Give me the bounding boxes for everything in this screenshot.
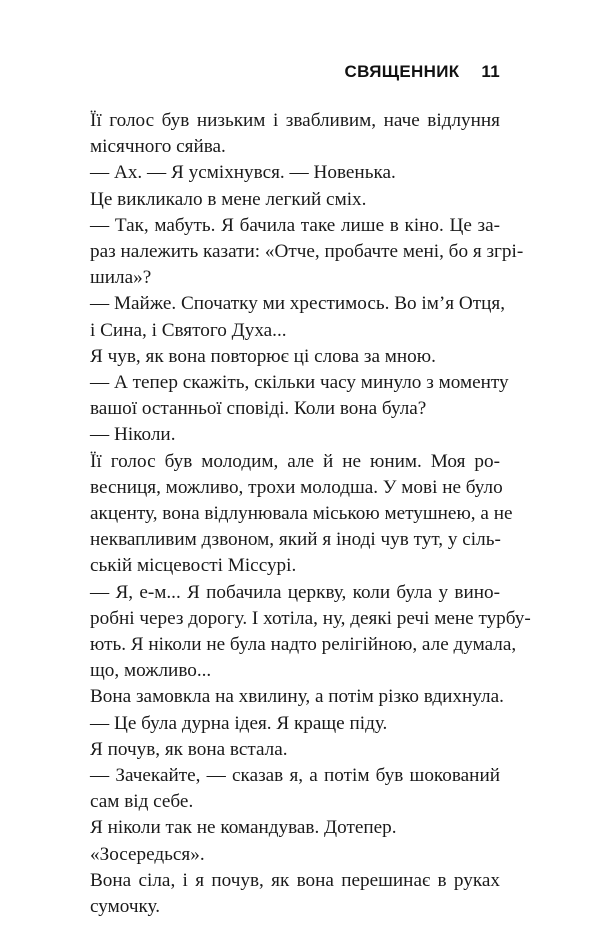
text-line: — Так, мабуть. Я бачила таке лише в кіно. Це за- bbox=[90, 214, 500, 236]
paragraph bbox=[90, 737, 500, 763]
chapter-title: СВЯЩЕННИК bbox=[344, 62, 460, 81]
text-line: акценту, вона відлунювала міською метушнею, а не bbox=[90, 503, 513, 525]
paragraph bbox=[90, 160, 500, 186]
text-line: — Зачекайте, — сказав я, а потім був шокований bbox=[90, 765, 500, 787]
text-line: — Ах. — Я усміхнувся. — Новенька. bbox=[90, 162, 396, 184]
text-line: місячного сяйва. bbox=[90, 136, 226, 158]
text-line: Вона сіла, і я почув, як вона перешинає в руках bbox=[90, 869, 500, 891]
paragraph bbox=[90, 291, 506, 343]
paragraph bbox=[90, 684, 504, 710]
paragraph bbox=[90, 868, 500, 920]
text-line: робні через дорогу. І хотіла, ну, деякі речі мене турбу- bbox=[90, 607, 531, 629]
text-line: весниця, можливо, трохи молодша. У мові не було bbox=[90, 476, 503, 498]
paragraph bbox=[90, 449, 513, 580]
text-line: Це викликало в мене легкий сміх. bbox=[90, 188, 367, 210]
paragraph bbox=[90, 370, 509, 422]
text-line: Я почув, як вона встала. bbox=[90, 738, 288, 760]
text-line: — Майже. Спочатку ми хрестимось. Во ім’я Отця, bbox=[90, 293, 506, 315]
text-line: «Зосередься». bbox=[90, 843, 205, 865]
text-line: — Ніколи. bbox=[90, 424, 176, 446]
paragraph bbox=[90, 711, 500, 737]
paragraph bbox=[90, 213, 524, 292]
text-line: ють. Я ніколи не була надто релігійною, але думала, bbox=[90, 634, 517, 656]
paragraph bbox=[90, 187, 500, 213]
paragraph bbox=[90, 763, 500, 815]
text-line: Я чув, як вона повторює ці слова за мною. bbox=[90, 345, 436, 367]
paragraph bbox=[90, 422, 500, 448]
body-text bbox=[90, 108, 531, 920]
paragraph bbox=[90, 108, 500, 160]
text-line: неквапливим дзвоном, який я іноді чув тут, у сіль- bbox=[90, 529, 501, 551]
text-line: шила»? bbox=[90, 267, 152, 289]
page-number: 11 bbox=[481, 62, 500, 81]
paragraph bbox=[90, 842, 500, 868]
text-line: Її голос був низьким і звабливим, наче відлуння bbox=[90, 110, 500, 131]
text-line: — А тепер скажіть, скільки часу минуло з моменту bbox=[90, 372, 509, 394]
text-line: — Це була дурна ідея. Я краще піду. bbox=[90, 712, 388, 734]
text-line: вашої останньої сповіді. Коли вона була? bbox=[90, 398, 427, 420]
text-line: Її голос був молодим, але й не юним. Моя ро- bbox=[90, 450, 500, 472]
running-header bbox=[345, 62, 500, 82]
text-line: — Я, е-м... Я побачила церкву, коли була у вино- bbox=[90, 581, 500, 603]
paragraph bbox=[90, 344, 500, 370]
paragraph bbox=[90, 815, 500, 841]
text-line: сумочку. bbox=[90, 896, 161, 918]
text-line: що, можливо... bbox=[90, 660, 212, 682]
text-line: і Сина, і Святого Духа... bbox=[90, 319, 287, 341]
text-line: Вона замовкла на хвилину, а потім різко вдихнула. bbox=[90, 686, 504, 708]
text-line: сам від себе. bbox=[90, 791, 194, 813]
paragraph bbox=[90, 580, 531, 685]
text-line: Я ніколи так не командував. Дотепер. bbox=[90, 817, 397, 839]
text-line: ській місцевості Міссурі. bbox=[90, 555, 297, 577]
text-line: раз належить казати: «Отче, пробачте мені, бо я згрі- bbox=[90, 241, 524, 263]
